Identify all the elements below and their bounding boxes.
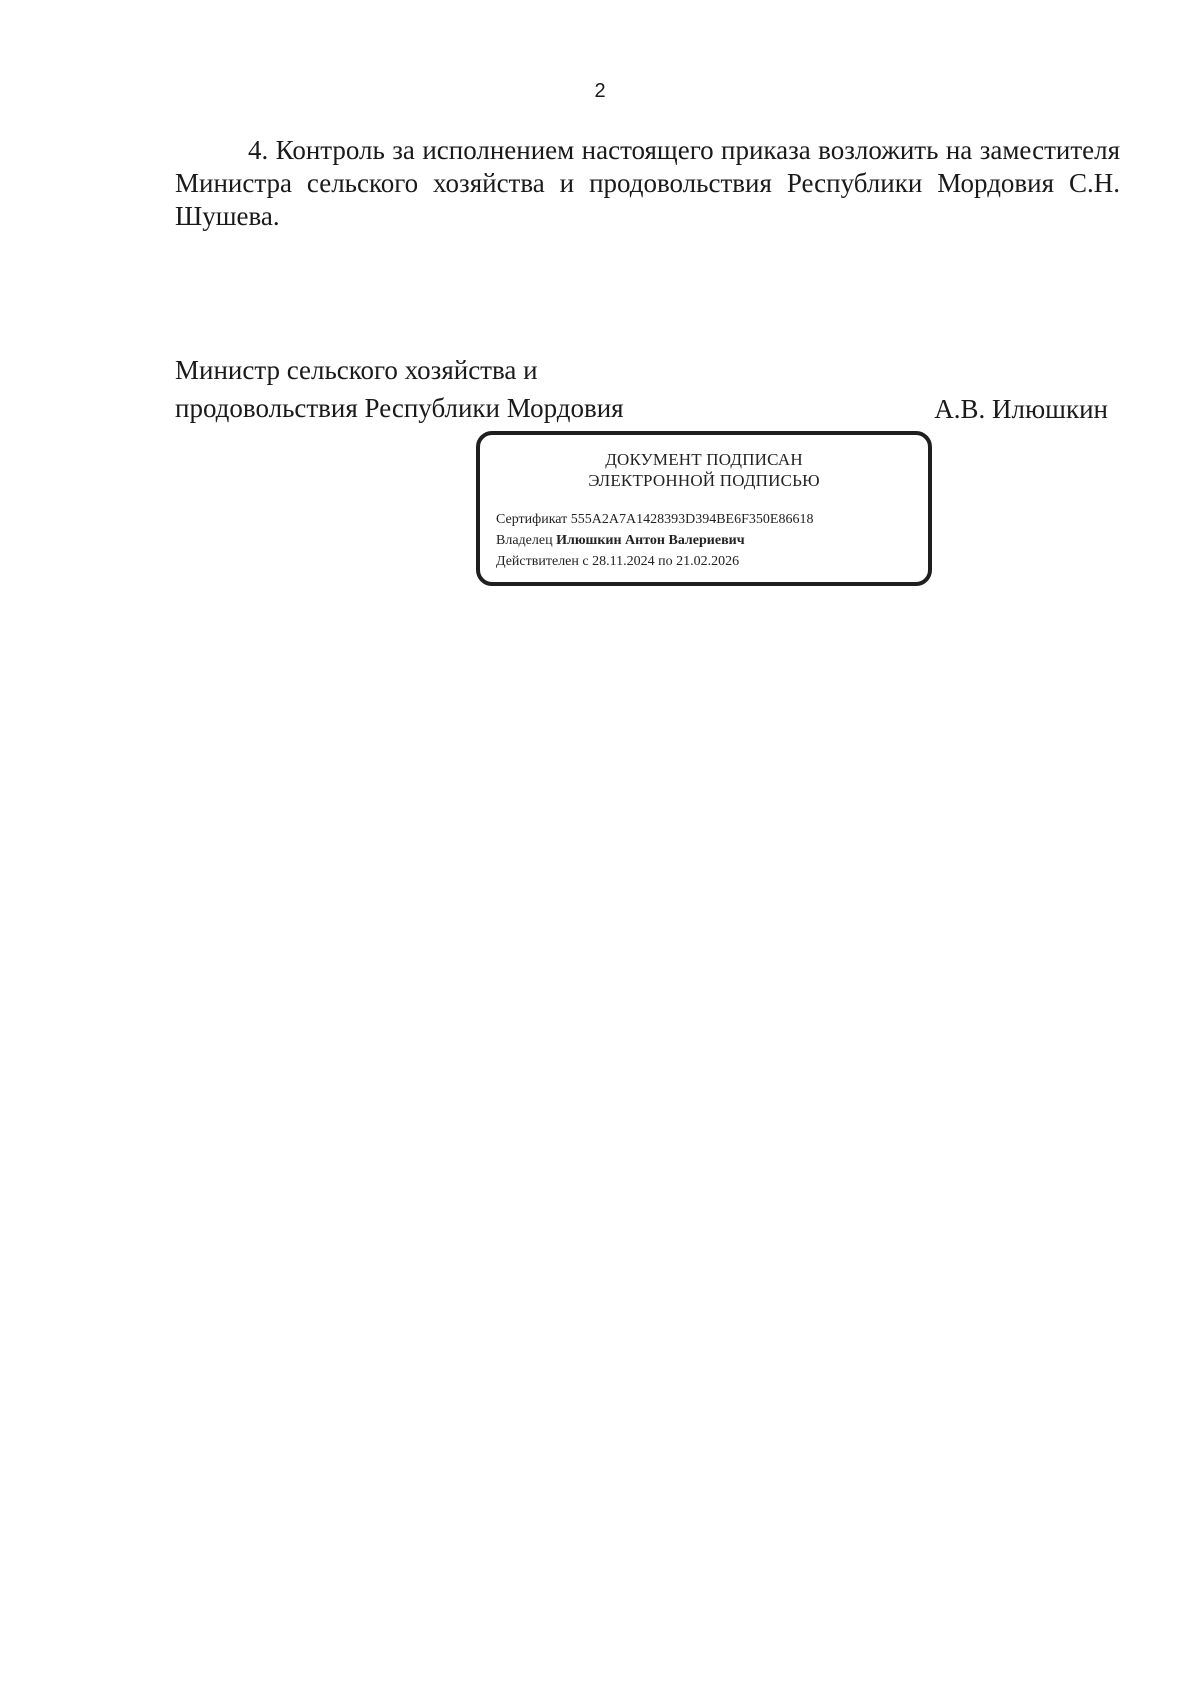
valid-to-label: по (658, 554, 673, 569)
certificate-label: Сертификат (496, 512, 568, 527)
valid-label: Действителен с (496, 554, 589, 569)
stamp-title (496, 449, 912, 491)
page-number: 2 (594, 80, 606, 102)
owner-value: Илюшкин Антон Валериевич (556, 533, 745, 548)
stamp-title-line-2: ЭЛЕКТРОННОЙ ПОДПИСЬЮ (588, 471, 820, 490)
signer-title-line-1: Министр сельского хозяйства и (175, 355, 538, 385)
certificate-value: 555A2A7A1428393D394BE6F350E86618 (570, 512, 814, 527)
valid-from: 28.11.2024 (592, 554, 655, 569)
stamp-title-line-1: ДОКУМЕНТ ПОДПИСАН (605, 450, 803, 469)
electronic-signature-stamp (476, 431, 932, 586)
valid-to: 21.02.2026 (676, 554, 740, 569)
stamp-owner-row (496, 530, 912, 551)
signer-name: А.В. Илюшкин (934, 394, 1108, 424)
stamp-details (496, 509, 912, 572)
stamp-validity-row (496, 551, 912, 572)
signer-title-line-2: продовольствия Республики Мордовия (175, 393, 624, 423)
body-paragraph: 4. Контроль за исполнением настоящего приказа возложить на заместителя Министра сельского хозяйства и продовольствия Республики Мордовия С.Н. Шушева. (175, 135, 1120, 231)
signer-title (175, 351, 624, 427)
owner-label: Владелец (496, 533, 553, 548)
stamp-certificate-row (496, 509, 912, 530)
